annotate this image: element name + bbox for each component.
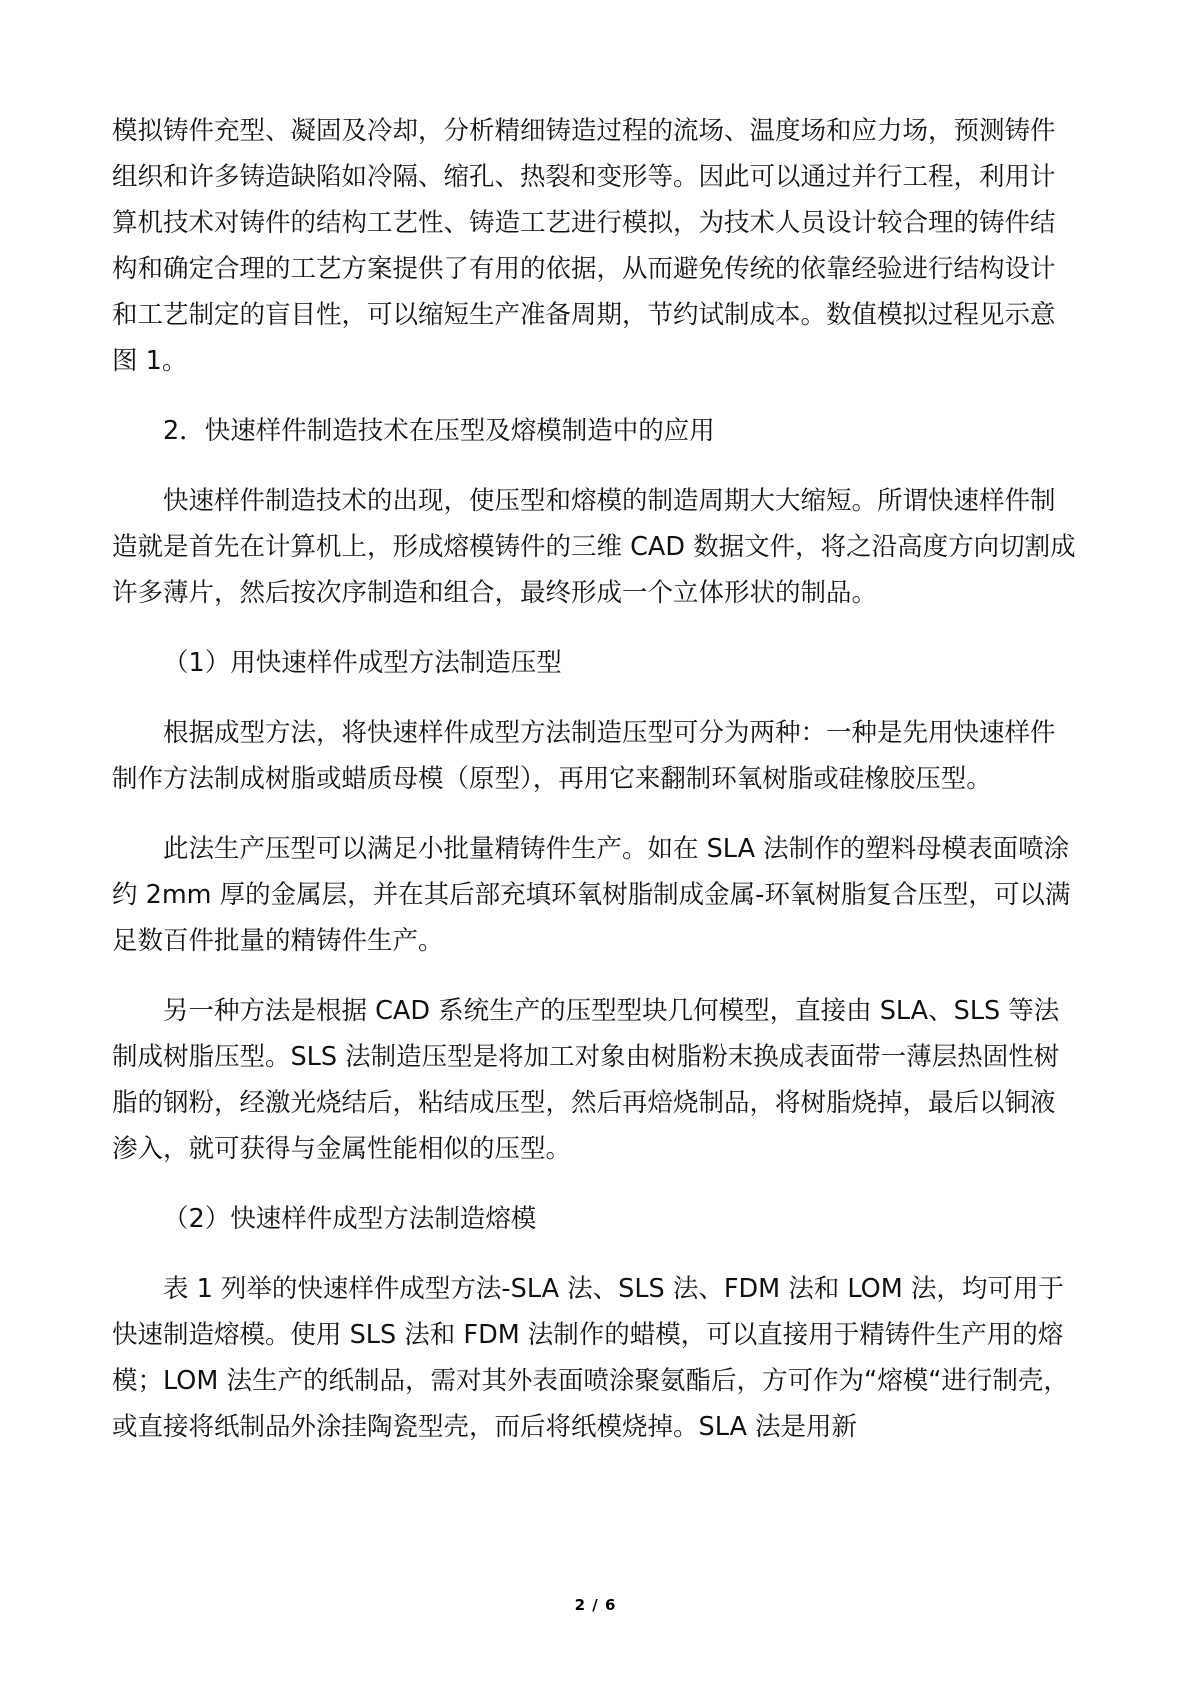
paragraph-mold-methods: 根据成型方法，将快速样件成型方法制造压型可分为两种：一种是先用快速样件制作方法制成树脂或蜡质母模（原型），再用它来翻制环氧树脂或硅橡胶压型。 [112, 718, 1056, 794]
section-heading-2: 2．快速样件制造技术在压型及熔模制造中的应用 [163, 416, 715, 446]
paragraph-sla-mold: 此法生产压型可以满足小批量精铸件生产。如在 SLA 法制作的塑料母模表面喷涂约 2mm 厚的金属层，并在其后部充填环氧树脂制成金属-环氧树脂复合压型，可以满足数百件批量的精铸件生产。 [112, 834, 1071, 956]
subheading-2: （2）快速样件成型方法制造熔模 [163, 1204, 537, 1234]
subheading-1: （1）用快速样件成型方法制造压型 [163, 648, 562, 678]
paragraph-pattern-methods: 表 1 列举的快速样件成型方法-SLA 法、SLS 法、FDM 法和 LOM 法，均可用于快速制造熔模。使用 SLS 法和 FDM 法制作的蜡模，可以直接用于精铸件生产用的熔模；LOM 法生产的纸制品，需对其外表面喷涂聚氨酯后，方可作为“熔模“进行制壳，或直接将纸制品外涂挂陶瓷型壳，而后将纸模烧掉。SLA 法是用新 [112, 1274, 1069, 1442]
paragraph-simulation: 模拟铸件充型、凝固及冷却，分析精细铸造过程的流场、温度场和应力场，预测铸件组织和许多铸造缺陷如冷隔、缩孔、热裂和变形等。因此可以通过并行工程，利用计算机技术对铸件的结构工艺性、铸造工艺进行模拟，为技术人员设计较合理的铸件结构和确定合理的工艺方案提供了有用的依据，从而避免传统的依靠经验进行结构设计和工艺制定的盲目性，可以缩短生产准备周期，节约试制成本。数值模拟过程见示意图 1。 [112, 116, 1056, 376]
page-number: 2 / 6 [574, 1596, 617, 1614]
paragraph-sls-mold: 另一种方法是根据 CAD 系统生产的压型型块几何模型，直接由 SLA、SLS 等法制成树脂压型。SLS 法制造压型是将加工对象由树脂粉末换成表面带一薄层热固性树脂的钢粉，经激光烧结后，粘结成压型，然后再焙烧制品，将树脂烧掉，最后以铜液渗入，就可获得与金属性能相似的压型。 [112, 996, 1060, 1164]
paragraph-rapid-prototyping: 快速样件制造技术的出现，使压型和熔模的制造周期大大缩短。所谓快速样件制造就是首先在计算机上，形成熔模铸件的三维 CAD 数据文件，将之沿高度方向切割成许多薄片，然后按次序制造和组合，最终形成一个立体形状的制品。 [112, 486, 1076, 608]
document-body [112, 108, 1080, 1450]
